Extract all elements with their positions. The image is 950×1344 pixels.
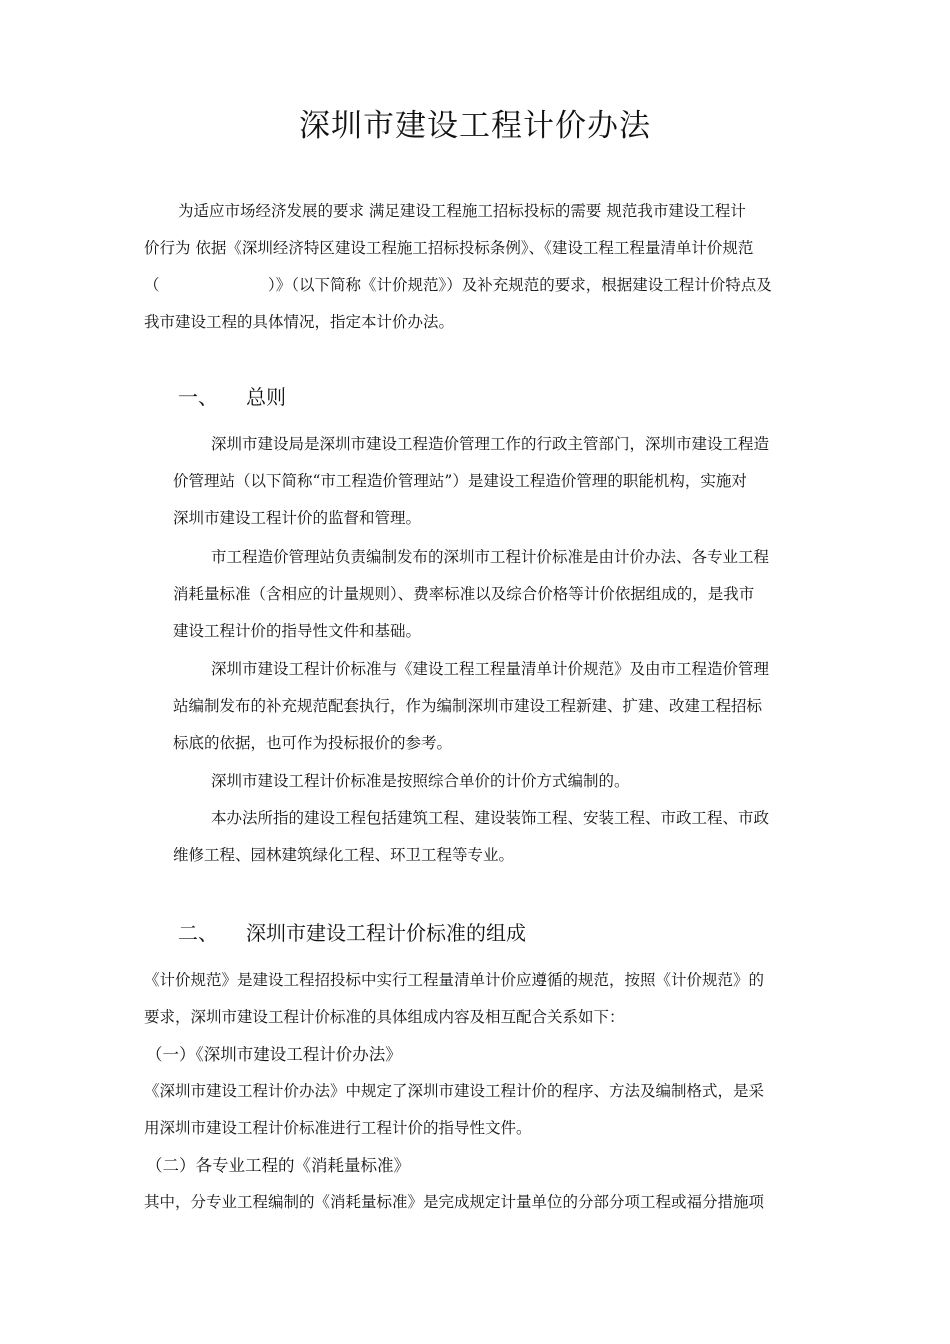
section-1-heading <box>178 377 286 417</box>
section-1-paragraph <box>173 539 809 650</box>
intro-paragraph <box>144 193 809 341</box>
section-1-paragraph <box>173 426 809 537</box>
section-1-title: 总则 <box>246 385 286 409</box>
intro-line: 为适应市场经济发展的要求 满足建设工程施工招标投标的需要 规范我市建设工程计 <box>178 202 746 220</box>
paragraph-line: 消耗量标准（含相应的计量规则）、费率标准以及综合价格等计价依据组成的，是我市 <box>173 585 755 603</box>
subsection-1-heading: （一）《深圳市建设工程计价办法》 <box>146 1045 402 1064</box>
paragraph-line: 用深圳市建设工程计价标准进行工程计价的指导性文件。 <box>144 1119 532 1137</box>
intro-line: 我市建设工程的具体情况，指定本计价办法。 <box>144 313 455 331</box>
section-2-title: 深圳市建设工程计价标准的组成 <box>246 921 526 945</box>
paragraph-line: 本办法所指的建设工程包括建筑工程、建设装饰工程、安装工程、市政工程、市政 <box>211 809 770 827</box>
section-2-intro <box>144 962 809 1036</box>
intro-line: 价行为 依据《深圳经济特区建设工程施工招标投标条例》、《建设工程工程量清单计价规范 <box>144 239 754 257</box>
subsection-1-text <box>144 1073 809 1147</box>
paragraph-line: 维修工程、园林建筑绿化工程、环卫工程等专业。 <box>173 846 515 864</box>
paragraph-line: 《深圳市建设工程计价办法》中规定了深圳市建设工程计价的程序、方法及编制格式，是采 <box>144 1082 765 1100</box>
paragraph-line: 《计价规范》是建设工程招投标中实行工程量清单计价应遵循的规范，按照《计价规范》的 <box>144 971 765 989</box>
section-1-paragraph <box>173 763 809 800</box>
paragraph-line: 深圳市建设局是深圳市建设工程造价管理工作的行政主管部门，深圳市建设工程造 <box>211 435 770 453</box>
document-title: 深圳市建设工程计价办法 <box>299 108 651 144</box>
intro-line: （ ）》（以下简称《计价规范》）及补充规范的要求，根据建设工程计价特点及 <box>144 276 772 294</box>
paragraph-line: 价管理站（以下简称“市工程造价管理站”）是建设工程造价管理的职能机构，实施对 <box>173 472 747 490</box>
paragraph-line: 深圳市建设工程计价标准与《建设工程工程量清单计价规范》及由市工程造价管理 <box>211 660 770 678</box>
section-1-paragraph <box>173 800 809 874</box>
section-1-number: 一、 <box>178 385 218 409</box>
section-2-number: 二、 <box>178 921 218 945</box>
paragraph-line: 标底的依据，也可作为投标报价的参考。 <box>173 734 453 752</box>
paragraph-line: 站编制发布的补充规范配套执行，作为编制深圳市建设工程新建、扩建、改建工程招标 <box>173 697 763 715</box>
paragraph-line: 其中，分专业工程编制的《消耗量标准》是完成规定计量单位的分部分项工程或福分措施项 <box>144 1193 765 1211</box>
section-1-paragraph <box>173 651 809 762</box>
paragraph-line: 深圳市建设工程计价的监督和管理。 <box>173 509 422 527</box>
paragraph-line: 要求，深圳市建设工程计价标准的具体组成内容及相互配合关系如下： <box>144 1008 625 1026</box>
section-2-heading <box>178 913 526 953</box>
paragraph-line: 市工程造价管理站负责编制发布的深圳市工程计价标准是由计价办法、各专业工程 <box>211 548 770 566</box>
subsection-2-text <box>144 1184 809 1221</box>
paragraph-line: 建设工程计价的指导性文件和基础。 <box>173 622 422 640</box>
subsection-2-heading: （二）各专业工程的《消耗量标准》 <box>146 1156 410 1175</box>
paragraph-line: 深圳市建设工程计价标准是按照综合单价的计价方式编制的。 <box>211 772 630 790</box>
